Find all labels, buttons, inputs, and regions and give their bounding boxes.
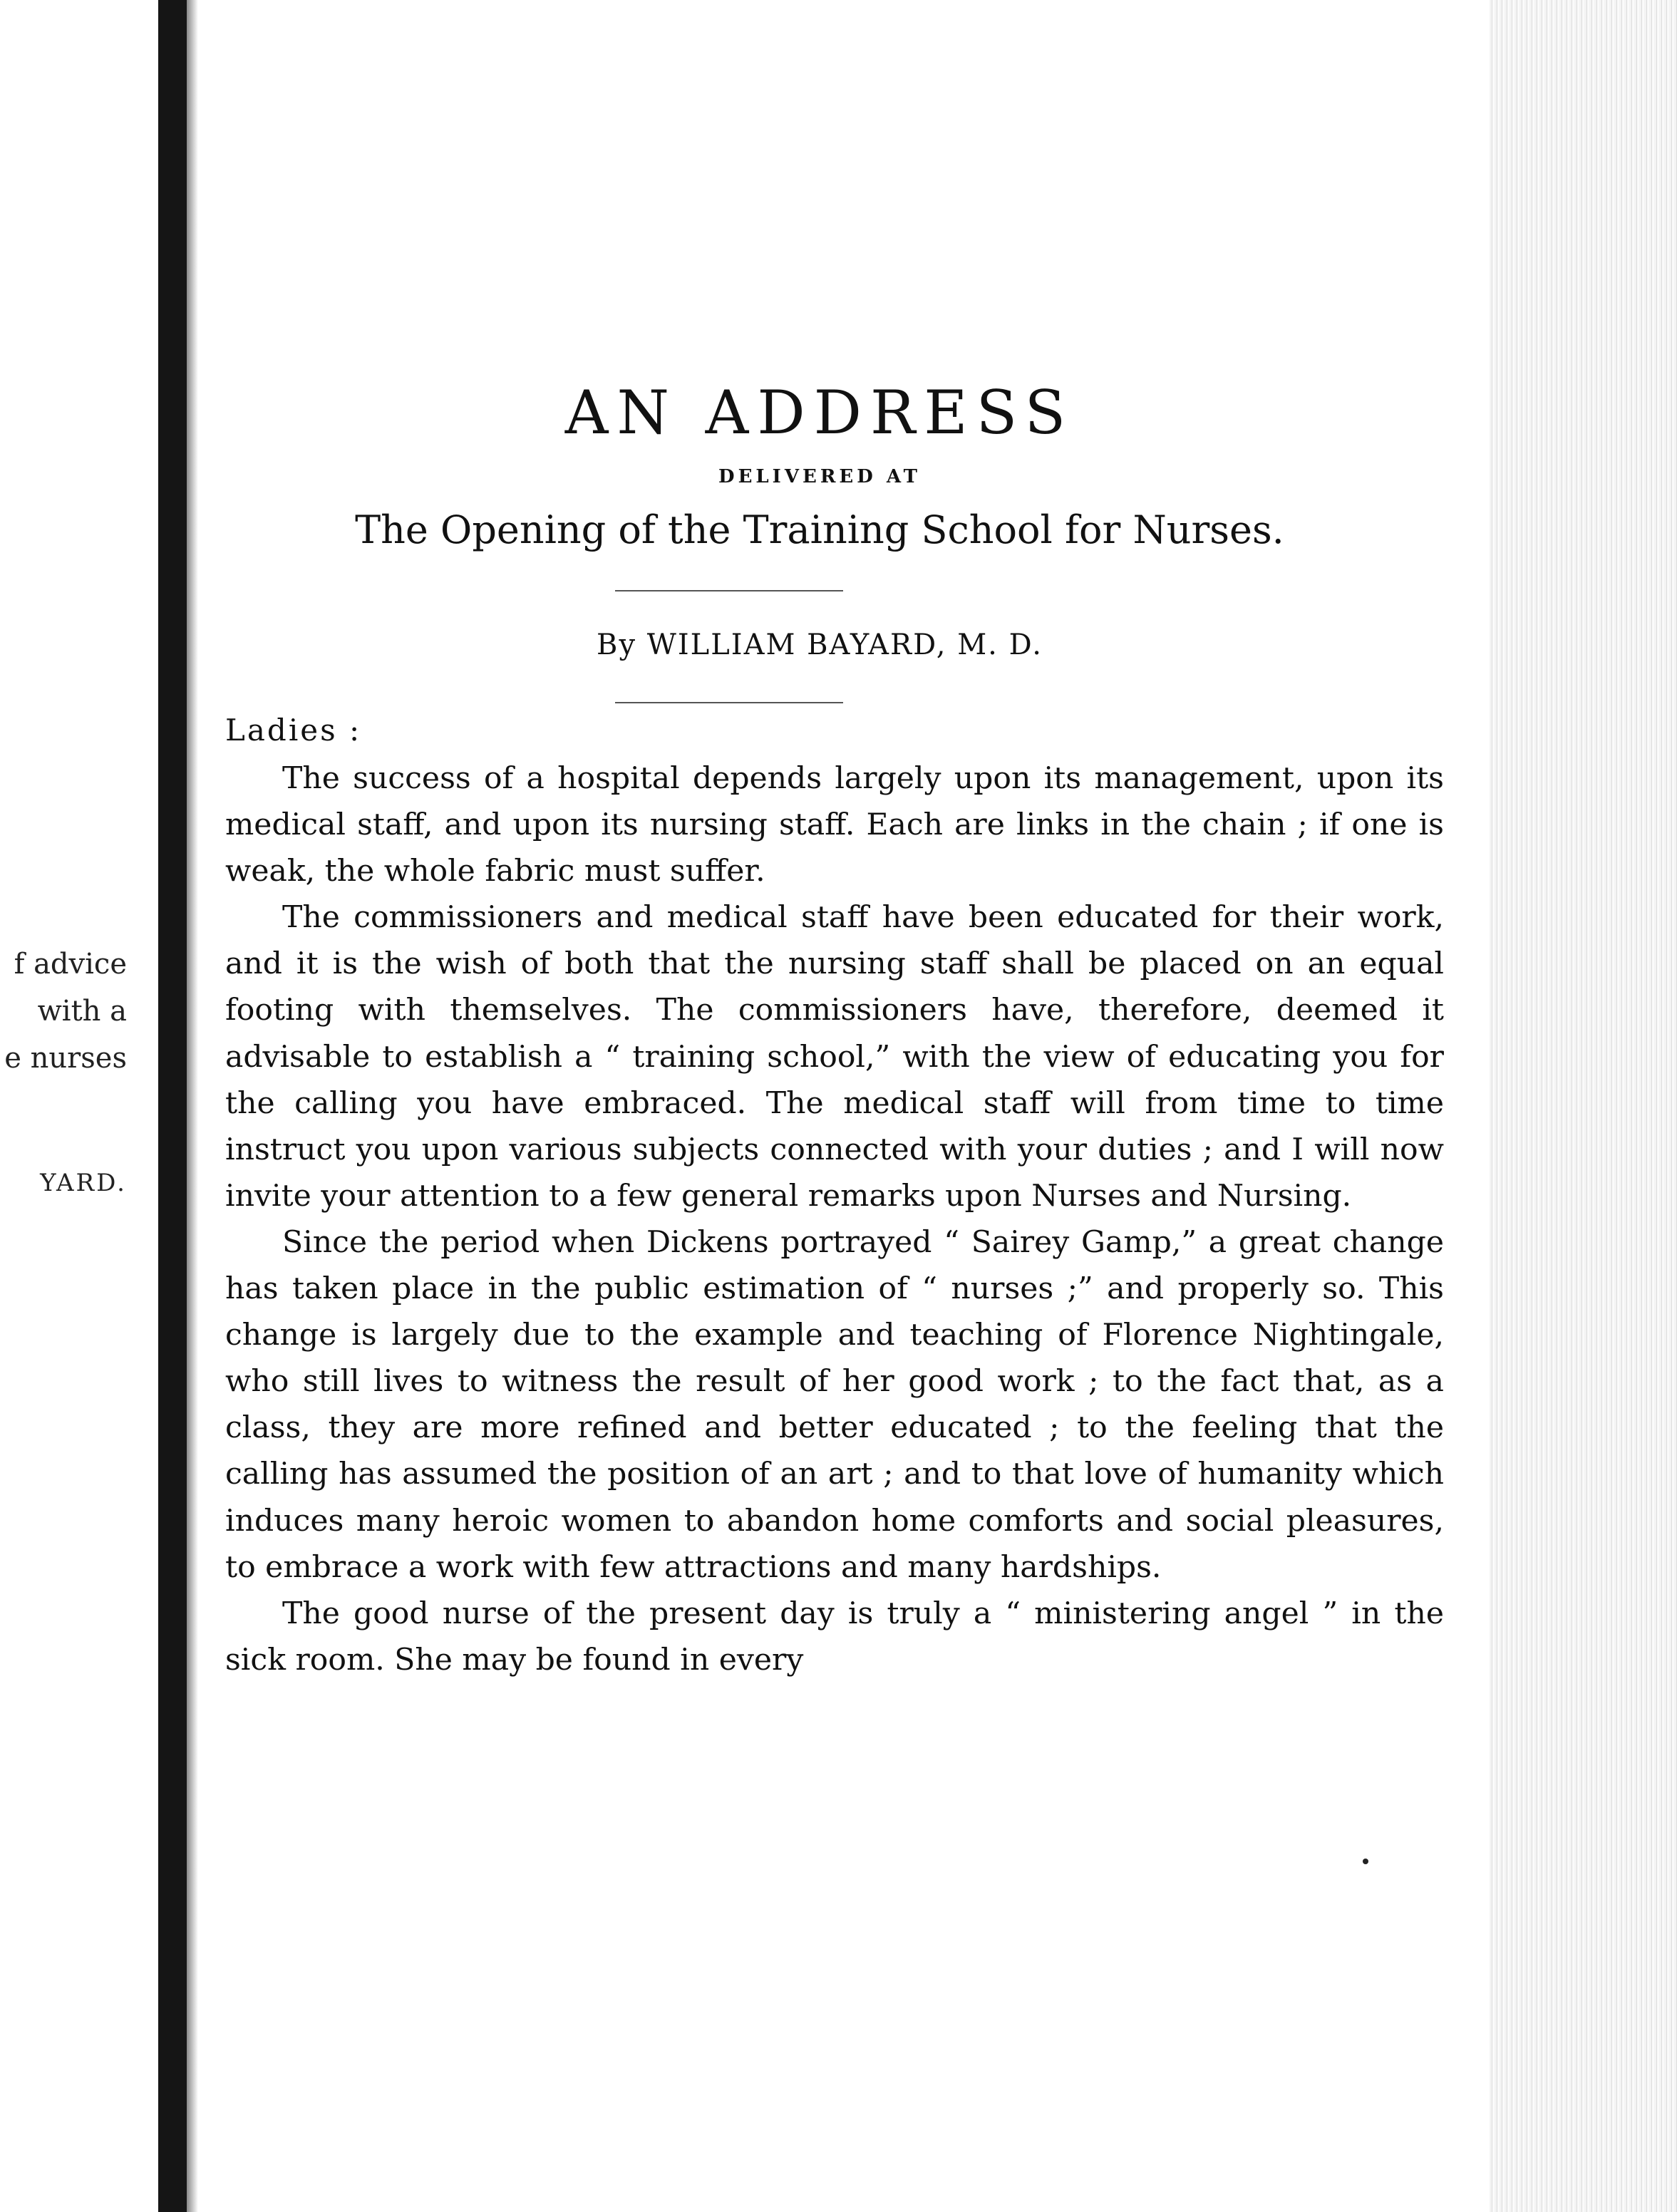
- salutation: Ladies :: [225, 713, 362, 748]
- page-title: AN ADDRESS: [564, 378, 1075, 448]
- ink-speck: [1363, 1859, 1368, 1864]
- paragraph: The commissioners and medical staff have been educated for their work, and it is the wish of both that the nursing staff shall be placed on an equal footing with themselves. The commissioners have, therefore, deemed it advisable to establish a “ training school,” with the view of educating you for the calling you have embraced. The medical staff will from time to time instruct you upon various subjects connected with your duties ; and I will now invite your attention to a few general remarks upon Nurses and Nursing.: [225, 900, 1444, 1214]
- facing-page-line: e nurses: [4, 1042, 127, 1075]
- gutter-shadow: [187, 0, 198, 2212]
- facing-page: [0, 0, 157, 2212]
- body-text: [225, 755, 1444, 1683]
- facing-page-line: with a: [37, 995, 127, 1028]
- facing-page-line: f advice: [14, 948, 127, 981]
- facing-page-signature: YARD.: [40, 1169, 127, 1197]
- page-fore-edge: [1490, 0, 1677, 2212]
- address-page: [200, 0, 1488, 2212]
- paragraph: The good nurse of the present day is truly a “ ministering angel ” in the sick room. She may be found in every: [225, 1596, 1444, 1678]
- delivered-at-label: DELIVERED AT: [718, 466, 921, 487]
- book-gutter: [158, 0, 187, 2212]
- paragraph: The success of a hospital depends largely upon its management, upon its medical staff, and upon its nursing staff. Each are links in the chain ; if one is weak, the whole fabric must suffer.: [225, 761, 1444, 889]
- paragraph: Since the period when Dickens portrayed “ Sairey Gamp,” a great change has taken place in the public estimation of “ nurses ;” and properly so. This change is largely due to the example and teaching of Florence Nightingale, who still lives to witness the result of her good work ; to the fact that, as a class, they are more refined and better educated ; to the feeling that the calling has assumed the position of an art ; and to that love of humanity which induces many heroic women to abandon home comforts and social pleasures, to embrace a work with few attractions and many hardships.: [225, 1224, 1444, 1585]
- author-byline: By WILLIAM BAYARD, M. D.: [597, 629, 1043, 661]
- divider-rule: [615, 590, 843, 591]
- subtitle: The Opening of the Training School for Nurses.: [355, 507, 1284, 552]
- divider-rule: [615, 702, 843, 703]
